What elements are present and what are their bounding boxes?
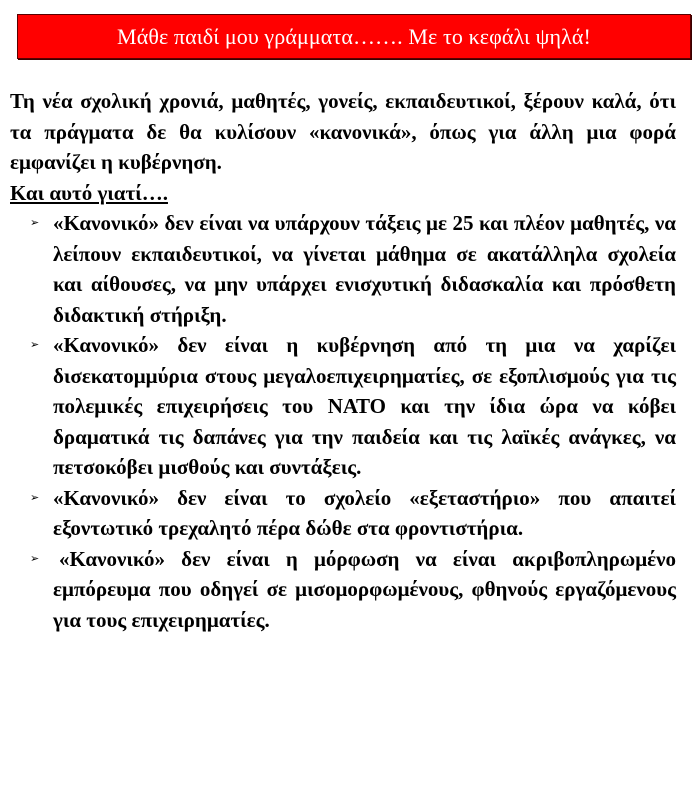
- title-banner: [17, 14, 691, 59]
- list-item: [10, 483, 676, 544]
- list-item-text: «Κανονικό» δεν είναι η κυβέρνηση από τη μια να χαρίζει δισεκατομμύρια στους μεγαλοεπιχειρηματίες, σε εξοπλισμούς για τις πολεμικές επιχειρήσεις του ΝΑΤΟ και την ίδια ώρα να κόβει δραματικά τις δαπάνες για την παιδεία και τις λαϊκές ανάγκες, να πετσοκόβει μισθούς και συντάξεις.: [53, 333, 676, 479]
- list-item: [10, 544, 676, 636]
- arrowhead-bullet-icon: ➢: [30, 491, 40, 504]
- list-item-text: «Κανονικό» δεν είναι το σχολείο «εξεταστήριο» που απαιτεί εξοντωτικό τρεχαλητό πέρα δώθε στα φροντιστήρια.: [53, 485, 676, 540]
- list-item-text: «Κανονικό» δεν είναι να υπάρχουν τάξεις με 25 και πλέον μαθητές, να λείπουν εκπαιδευτικοί, να γίνεται μάθημα σε ακατάλληλα σχολεία και αίθουσες, να μην υπάρχει ενισχυτική διδασκαλία και πρόσθετη διδακτική στήριξη.: [53, 211, 676, 327]
- list-item-text: «Κανονικό» δεν είναι η μόρφωση να είναι ακριβοπληρωμένο εμπόρευμα που οδηγεί σε μισομορφωμένους, φθηνούς εργαζόμενους για τους επιχειρηματίες.: [53, 546, 676, 632]
- arrowhead-bullet-icon: ➢: [30, 552, 40, 565]
- list-item: [10, 330, 676, 483]
- arrowhead-bullet-icon: ➢: [30, 217, 40, 229]
- subheading: Και αυτό γιατί….: [10, 180, 168, 205]
- list-item: [10, 208, 676, 330]
- arrowhead-bullet-icon: ➢: [30, 339, 40, 351]
- banner-title: Μάθε παιδί μου γράμματα……. Με το κεφάλι ψηλά!: [117, 23, 591, 49]
- bullet-list: [10, 208, 676, 635]
- intro-paragraph: Τη νέα σχολική χρονιά, μαθητές, γονείς, εκπαιδευτικοί, ξέρουν καλά, ότι τα πράγματα δε θα κυλίσουν «κανονικά», όπως για άλλη μια φορά εμφανίζει η κυβέρνηση.: [10, 89, 676, 174]
- document-body: [10, 86, 676, 635]
